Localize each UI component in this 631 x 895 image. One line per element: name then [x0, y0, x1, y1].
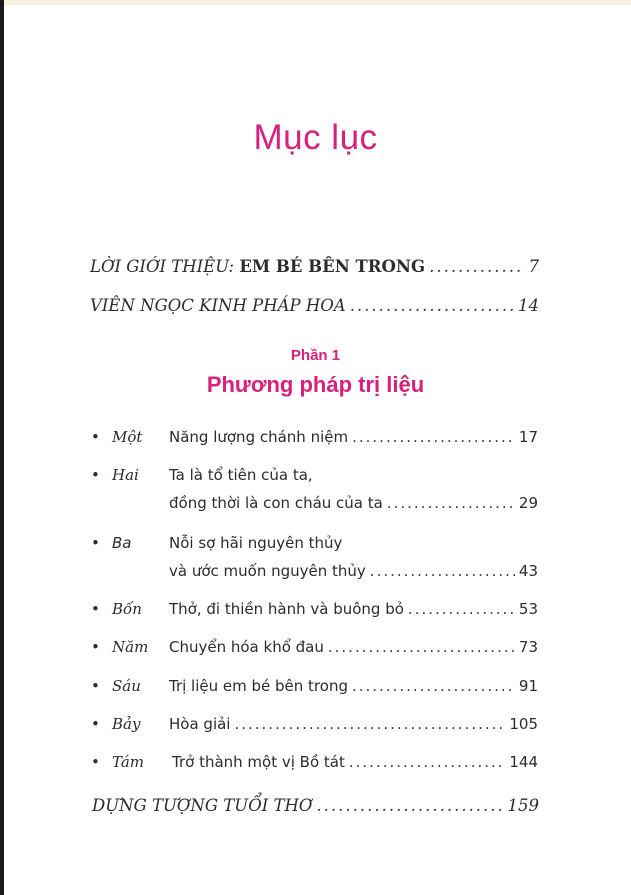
bullet-icon: • — [91, 534, 100, 552]
toc-entry-chapter-3[interactable] — [169, 562, 538, 580]
toc-entry-chapter-5[interactable] — [169, 638, 538, 656]
dot-leader — [350, 296, 514, 315]
bullet-icon: • — [91, 466, 100, 484]
bullet-icon: • — [91, 753, 100, 771]
toc-entry-label: Hòa giải — [169, 715, 231, 733]
toc-entry-chapter-7[interactable] — [169, 715, 538, 733]
dot-leader — [234, 715, 505, 733]
toc-entry-introduction[interactable] — [90, 257, 539, 276]
toc-entry-page: 7 — [528, 257, 539, 276]
dot-leader — [349, 753, 505, 771]
dot-leader — [387, 494, 515, 512]
toc-entry-page: 17 — [518, 428, 538, 446]
toc-entry-page: 159 — [507, 796, 539, 815]
dot-leader — [408, 600, 515, 618]
toc-entry-page: 91 — [518, 677, 538, 695]
chapter-number: Năm — [112, 638, 149, 656]
dot-leader — [429, 257, 524, 276]
toc-entry-label: VIÊN NGỌC KINH PHÁP HOA — [90, 296, 346, 315]
dot-leader — [328, 638, 515, 656]
bullet-icon: • — [91, 600, 100, 618]
toc-entry-chapter-6[interactable] — [169, 677, 538, 695]
toc-entry-page: 105 — [509, 715, 538, 733]
toc-entry-childhood-statue[interactable] — [92, 796, 539, 815]
part-label: Phần 1 — [290, 347, 341, 364]
toc-entry-page: 53 — [518, 600, 538, 618]
toc-entry-label: đồng thời là con cháu của ta — [169, 494, 383, 512]
toc-entry-page: 43 — [518, 562, 538, 580]
toc-entry-chapter-4[interactable] — [169, 600, 538, 618]
toc-entry-page: 29 — [518, 494, 538, 512]
dot-leader — [352, 428, 515, 446]
chapter-number: Một — [112, 428, 143, 446]
dot-leader — [352, 677, 515, 695]
toc-entry-lotus-sutra[interactable] — [90, 296, 539, 315]
toc-entry-label: Trở thành một vị Bồ tát — [172, 753, 345, 771]
toc-entry-label: và ước muốn nguyên thủy — [169, 562, 366, 580]
toc-entry-label: DỰNG TƯỢNG TUỔI THƠ — [92, 796, 313, 815]
toc-entry-chapter-8[interactable] — [172, 753, 538, 771]
page-title: Mục lục — [253, 118, 378, 157]
toc-entry-label-bold: EM BÉ BÊN TRONG — [239, 257, 426, 276]
toc-entry-chapter-2-line-1[interactable]: Ta là tổ tiên của ta, — [169, 466, 313, 484]
dot-leader — [316, 796, 503, 815]
toc-entry-page: 144 — [509, 753, 538, 771]
toc-entry-label: LỜI GIỚI THIỆU: — [90, 257, 235, 276]
chapter-number: Bảy — [112, 715, 141, 733]
chapter-number: Hai — [112, 466, 139, 484]
toc-entry-label: Chuyển hóa khổ đau — [169, 638, 324, 656]
toc-entry-label: Thở, đi thiền hành và buông bỏ — [169, 600, 404, 618]
part-title: Phương pháp trị liệu — [206, 372, 425, 397]
chapter-number: Sáu — [112, 677, 141, 695]
toc-entry-page: 73 — [518, 638, 538, 656]
bullet-icon: • — [91, 428, 100, 446]
toc-entry-chapter-2[interactable] — [169, 494, 538, 512]
toc-entry-chapter-1[interactable] — [169, 428, 538, 446]
toc-entry-page: 14 — [518, 296, 539, 315]
toc-entry-label: Năng lượng chánh niệm — [169, 428, 349, 446]
chapter-number: Tám — [112, 753, 145, 771]
bullet-icon: • — [91, 677, 100, 695]
bullet-icon: • — [91, 638, 100, 656]
chapter-number: Ba — [112, 534, 132, 552]
bullet-icon: • — [91, 715, 100, 733]
toc-entry-chapter-3-line-1[interactable]: Nỗi sợ hãi nguyên thủy — [169, 534, 343, 552]
dot-leader — [370, 562, 515, 580]
toc-entry-label: Trị liệu em bé bên trong — [169, 677, 348, 695]
chapter-number: Bốn — [112, 600, 142, 618]
